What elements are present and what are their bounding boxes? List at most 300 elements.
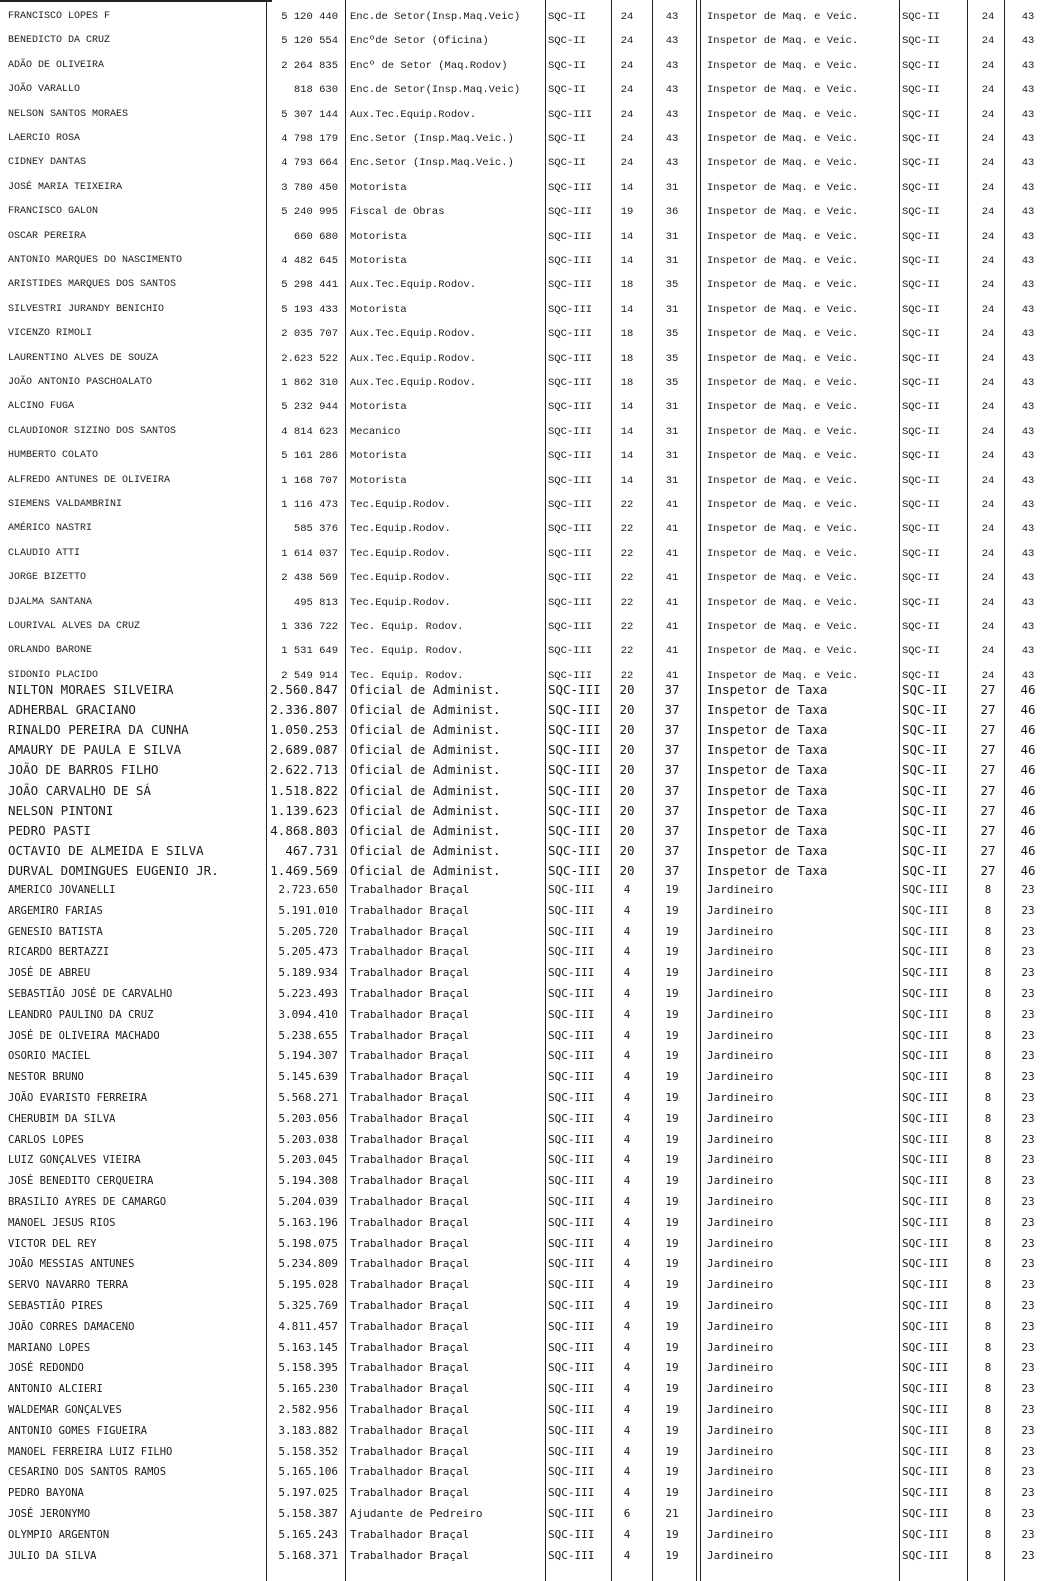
employee-name: JOSÉ DE ABREU	[8, 967, 91, 980]
registration-number: 5.165.243	[278, 1527, 338, 1541]
new-reference: SQC-II	[902, 377, 940, 389]
current-reference: SQC-III	[548, 1361, 595, 1375]
new-position: Jardineiro	[707, 1215, 774, 1229]
employee-name: JOÃO EVARISTO FERREIRA	[8, 1092, 148, 1104]
registration-number: 5.158.352	[278, 1444, 338, 1458]
current-level: 41	[665, 523, 679, 536]
table-row	[0, 518, 1055, 540]
employee-name: JOSÉ JERONYMO	[8, 1508, 91, 1520]
new-reference: SQC-III	[902, 1527, 949, 1541]
current-level: 19	[665, 1049, 679, 1063]
registration-number: 5.205.473	[278, 945, 338, 959]
registration-number: 5.203.056	[278, 1111, 338, 1125]
new-level: 23	[1021, 1007, 1035, 1021]
current-level: 35	[665, 279, 679, 292]
new-reference: SQC-II	[902, 35, 940, 48]
employee-name: NELSON SANTOS MORAES	[8, 108, 129, 120]
employee-name: ADÃO DE OLIVEIRA	[8, 59, 105, 71]
table-row	[0, 445, 1055, 467]
registration-number: 5.165.230	[278, 1382, 338, 1396]
new-position: Jardineiro	[707, 1153, 774, 1167]
new-grade: 8	[984, 1215, 992, 1229]
employee-name: JOSÉ REDONDO	[8, 1362, 84, 1375]
new-grade: 24	[981, 401, 995, 414]
new-grade: 8	[984, 1465, 992, 1479]
table-row	[0, 941, 1055, 963]
current-grade: 19	[620, 206, 634, 219]
new-level: 23	[1021, 1340, 1035, 1354]
registration-number: 4 793 664	[281, 157, 338, 170]
current-grade: 4	[623, 1382, 631, 1396]
current-grade: 14	[620, 303, 634, 316]
new-reference: SQC-II	[902, 181, 940, 194]
employee-name: MANOEL JESUS RIOS	[8, 1216, 116, 1229]
registration-number: 2.723.650	[278, 883, 338, 896]
registration-number: 495 813	[293, 596, 338, 609]
current-level: 19	[665, 883, 679, 896]
table-row	[0, 543, 1055, 565]
registration-number: 5.163.196	[278, 1215, 338, 1229]
current-reference: SQC-III	[548, 1215, 595, 1229]
registration-number: 5.194.307	[278, 1049, 338, 1063]
new-grade: 24	[981, 523, 995, 536]
current-grade: 24	[620, 157, 634, 170]
current-reference: SQC-III	[548, 782, 601, 798]
employee-name: NELSON PINTONI	[8, 802, 114, 818]
current-position: Motorista	[350, 474, 407, 487]
current-position: Tec. Equip. Rodov.	[350, 645, 464, 658]
new-position: Jardineiro	[707, 1340, 774, 1354]
current-grade: 20	[619, 782, 635, 798]
current-grade: 4	[623, 1278, 631, 1292]
table-row	[0, 348, 1055, 370]
current-position: Trabalhador Braçal	[350, 966, 470, 980]
current-position: Trabalhador Braçal	[350, 1340, 470, 1354]
current-grade: 4	[623, 966, 631, 980]
current-reference: SQC-III	[548, 1319, 595, 1333]
current-position: Motorista	[350, 303, 407, 316]
new-reference: SQC-II	[902, 59, 940, 72]
new-reference: SQC-II	[902, 255, 940, 267]
current-level: 19	[665, 987, 679, 1000]
new-level: 23	[1021, 945, 1035, 959]
employee-name: PEDRO BAYONA	[8, 1487, 84, 1500]
current-position: Aux.Tec.Equip.Rodov.	[350, 279, 477, 292]
new-reference: SQC-II	[902, 722, 948, 738]
new-grade: 8	[984, 1236, 992, 1250]
new-position: Jardineiro	[707, 1195, 774, 1208]
current-reference: SQC-II	[548, 35, 586, 48]
current-level: 37	[664, 862, 680, 878]
new-level: 23	[1021, 1070, 1035, 1084]
new-position: Jardineiro	[707, 1403, 774, 1416]
current-position: Tec.Equip.Rodov.	[350, 596, 451, 609]
employee-name: PEDRO PASTI	[8, 822, 91, 838]
current-grade: 20	[619, 682, 635, 697]
table-row	[0, 900, 1055, 922]
current-grade: 4	[623, 1486, 631, 1500]
employee-name: GENESIO BATISTA	[8, 925, 103, 938]
current-level: 19	[665, 1361, 679, 1375]
employee-name: RINALDO PEREIRA DA CUNHA	[8, 722, 189, 738]
employee-name: AMÉRICO NASTRI	[8, 523, 93, 535]
employee-name: LOURIVAL ALVES DA CRUZ	[8, 621, 141, 632]
employee-name: SIEMENS VALDAMBRINI	[8, 499, 123, 510]
employee-name: LAERCIO ROSA	[8, 133, 81, 144]
current-level: 43	[665, 11, 679, 23]
table-row	[0, 780, 1055, 802]
current-grade: 6	[623, 1507, 631, 1520]
current-grade: 24	[620, 108, 634, 121]
new-reference: SQC-III	[902, 1444, 949, 1458]
employee-name: JOÃO DE BARROS FILHO	[8, 762, 159, 778]
new-reference: SQC-III	[902, 1070, 949, 1084]
new-grade: 8	[984, 1423, 992, 1437]
top-rule	[0, 0, 272, 2]
new-position: Inspetor de Maq. e Veic.	[707, 596, 859, 609]
new-grade: 24	[981, 328, 995, 341]
current-reference: SQC-III	[548, 1028, 595, 1042]
current-position: Trabalhador Braçal	[350, 903, 470, 917]
current-position: Trabalhador Braçal	[350, 1444, 470, 1458]
current-position: Trabalhador Braçal	[350, 1299, 470, 1312]
current-level: 19	[665, 924, 679, 938]
table-row	[0, 226, 1055, 248]
current-grade: 4	[623, 1299, 631, 1312]
new-grade: 24	[981, 230, 995, 243]
new-level: 43	[1021, 572, 1035, 585]
employee-name: JOÃO CORRES DAMACENO	[8, 1320, 135, 1333]
current-position: Trabalhador Braçal	[350, 1403, 470, 1416]
current-grade: 20	[619, 742, 635, 758]
new-reference: SQC-III	[902, 1465, 949, 1479]
new-grade: 8	[984, 987, 992, 1000]
new-position: Inspetor de Maq. e Veic.	[707, 645, 859, 658]
new-position: Inspetor de Maq. e Veic.	[707, 303, 859, 316]
new-position: Inspetor de Maq. e Veic.	[707, 523, 859, 536]
new-level: 46	[1020, 782, 1036, 798]
new-reference: SQC-III	[902, 1215, 949, 1229]
new-level: 23	[1021, 1111, 1035, 1125]
employee-name: VICTOR DEL REY	[8, 1237, 97, 1250]
new-position: Jardineiro	[707, 924, 774, 938]
table-row	[0, 1357, 1055, 1379]
current-level: 31	[665, 230, 679, 243]
new-level: 23	[1021, 1486, 1035, 1500]
new-reference: SQC-III	[902, 1299, 949, 1312]
current-level: 19	[665, 1444, 679, 1458]
new-level: 23	[1021, 1527, 1035, 1541]
current-level: 19	[665, 1382, 679, 1396]
table-row	[0, 1316, 1055, 1338]
table-row	[0, 983, 1055, 1005]
current-grade: 4	[623, 1049, 631, 1063]
current-position: Motorista	[350, 181, 407, 194]
current-level: 19	[665, 966, 679, 980]
current-grade: 20	[619, 862, 635, 878]
registration-number: 1 862 310	[281, 377, 338, 389]
current-level: 19	[665, 1340, 679, 1354]
new-grade: 24	[981, 669, 995, 682]
table-row	[0, 30, 1055, 52]
new-grade: 8	[984, 1403, 992, 1416]
new-grade: 24	[981, 425, 995, 438]
new-grade: 27	[980, 842, 996, 858]
new-reference: SQC-III	[902, 924, 949, 938]
new-position: Jardineiro	[707, 1486, 774, 1500]
current-level: 19	[665, 1195, 679, 1208]
table-row	[0, 1295, 1055, 1317]
current-level: 19	[665, 1215, 679, 1229]
employee-name: WALDEMAR GONÇALVES	[8, 1404, 122, 1416]
registration-number: 1 614 037	[281, 547, 338, 560]
table-row	[0, 1025, 1055, 1047]
current-level: 35	[665, 328, 679, 341]
new-grade: 8	[984, 1195, 992, 1208]
current-grade: 4	[623, 1111, 631, 1125]
registration-number: 3.183.882	[278, 1423, 338, 1437]
new-level: 43	[1021, 59, 1035, 72]
table-row	[0, 1274, 1055, 1296]
new-level: 43	[1021, 11, 1035, 23]
new-level: 23	[1021, 1382, 1035, 1396]
current-position: Enc.Setor (Insp.Maq.Veic.)	[350, 133, 514, 145]
current-grade: 4	[623, 1091, 631, 1104]
new-reference: SQC-III	[902, 1174, 949, 1188]
table-row	[0, 1212, 1055, 1234]
current-level: 37	[664, 842, 680, 858]
registration-number: 1.518.822	[270, 782, 338, 798]
current-grade: 4	[623, 1028, 631, 1042]
current-level: 19	[665, 1403, 679, 1416]
new-grade: 27	[980, 742, 996, 758]
current-grade: 4	[623, 1403, 631, 1416]
current-level: 35	[665, 377, 679, 389]
new-grade: 24	[981, 84, 995, 97]
current-level: 41	[665, 596, 679, 609]
registration-number: 3.094.410	[278, 1007, 338, 1021]
current-position: Tec.Equip.Rodov.	[350, 572, 451, 585]
current-reference: SQC-III	[548, 1091, 595, 1104]
current-grade: 14	[620, 450, 634, 463]
new-position: Inspetor de Maq. e Veic.	[707, 328, 859, 341]
new-level: 23	[1021, 1236, 1035, 1250]
current-grade: 4	[623, 1007, 631, 1021]
new-position: Inspetor de Maq. e Veic.	[707, 279, 859, 292]
current-reference: SQC-III	[548, 966, 595, 980]
current-reference: SQC-III	[548, 802, 601, 818]
current-reference: SQC-III	[548, 206, 593, 219]
current-grade: 22	[620, 572, 634, 585]
current-reference: SQC-III	[548, 1153, 595, 1167]
new-reference: SQC-II	[902, 645, 940, 658]
current-position: Enc.Setor (Insp.Maq.Veic.)	[350, 157, 514, 170]
current-position: Tec. Equip. Rodov.	[350, 621, 464, 633]
new-grade: 8	[984, 966, 992, 980]
new-level: 23	[1021, 1319, 1035, 1333]
current-reference: SQC-III	[548, 1278, 595, 1292]
new-position: Inspetor de Maq. e Veic.	[707, 84, 859, 97]
new-level: 23	[1021, 1028, 1035, 1042]
registration-number: 467.731	[285, 842, 338, 858]
current-position: Oficial de Administ.	[350, 842, 501, 858]
new-grade: 24	[981, 279, 995, 292]
employee-name: LUIZ GONÇALVES VIEIRA	[8, 1154, 141, 1167]
current-level: 19	[665, 1070, 679, 1084]
current-reference: SQC-III	[548, 1465, 595, 1479]
current-reference: SQC-III	[548, 1236, 595, 1250]
employee-name: ORLANDO BARONE	[8, 645, 93, 657]
current-position: Trabalhador Braçal	[350, 1257, 470, 1271]
registration-number: 5.194.308	[278, 1174, 338, 1188]
new-level: 43	[1021, 108, 1035, 121]
current-level: 41	[665, 547, 679, 560]
employee-name: AMAURY DE PAULA E SILVA	[8, 742, 182, 758]
new-grade: 8	[984, 883, 992, 896]
new-level: 23	[1021, 924, 1035, 938]
new-reference: SQC-III	[902, 1548, 949, 1562]
new-level: 23	[1021, 966, 1035, 980]
current-position: Tec.Equip.Rodov.	[350, 523, 451, 536]
current-reference: SQC-III	[548, 1007, 595, 1021]
current-position: Oficial de Administ.	[350, 702, 501, 718]
current-position: Trabalhador Braçal	[350, 1091, 470, 1104]
new-level: 43	[1021, 401, 1035, 414]
new-grade: 27	[980, 682, 996, 697]
current-level: 19	[665, 1153, 679, 1167]
current-grade: 22	[620, 669, 634, 682]
employee-name: JOÃO VARALLO	[8, 84, 81, 96]
current-level: 19	[665, 1278, 679, 1292]
table-row	[0, 1004, 1055, 1026]
current-position: Motorista	[350, 401, 407, 414]
current-level: 19	[665, 1091, 679, 1104]
new-grade: 24	[981, 645, 995, 658]
current-position: Encºde Setor (Oficina)	[350, 35, 489, 48]
current-position: Trabalhador Braçal	[350, 1382, 470, 1396]
current-level: 41	[665, 669, 679, 682]
employee-name: ANTONIO GOMES FIGUEIRA	[8, 1424, 148, 1437]
table-row	[0, 1545, 1055, 1567]
new-grade: 8	[984, 1174, 992, 1188]
current-reference: SQC-III	[548, 862, 601, 878]
new-grade: 8	[984, 1049, 992, 1063]
new-level: 43	[1021, 255, 1035, 267]
new-grade: 24	[981, 181, 995, 194]
current-level: 37	[664, 722, 680, 738]
current-reference: SQC-III	[548, 1340, 595, 1354]
new-reference: SQC-III	[902, 1132, 949, 1146]
current-reference: SQC-III	[548, 669, 593, 682]
new-reference: SQC-III	[902, 1403, 949, 1416]
new-reference: SQC-II	[902, 782, 948, 798]
new-grade: 24	[981, 35, 995, 48]
current-reference: SQC-III	[548, 1527, 595, 1541]
current-grade: 22	[620, 499, 634, 511]
new-grade: 8	[984, 1361, 992, 1375]
employee-name: CLAUDIONOR SIZINO DOS SANTOS	[8, 425, 177, 437]
new-reference: SQC-III	[902, 1382, 949, 1396]
registration-number: 5.203.038	[278, 1132, 338, 1146]
new-reference: SQC-II	[902, 669, 940, 682]
current-position: Trabalhador Braçal	[350, 1319, 470, 1333]
current-position: Ajudante de Pedreiro	[350, 1507, 483, 1520]
table-row	[0, 470, 1055, 492]
current-level: 43	[665, 108, 679, 121]
employee-name: JOÃO ANTONIO PASCHOALATO	[8, 377, 153, 388]
current-grade: 4	[623, 903, 631, 917]
current-level: 31	[665, 425, 679, 438]
new-grade: 27	[980, 722, 996, 738]
current-grade: 24	[620, 84, 634, 97]
current-level: 37	[664, 702, 680, 718]
current-reference: SQC-III	[548, 883, 595, 896]
new-reference: SQC-II	[902, 572, 940, 585]
new-reference: SQC-III	[902, 1340, 949, 1354]
current-position: Trabalhador Braçal	[350, 1548, 470, 1562]
current-position: Aux.Tec.Equip.Rodov.	[350, 108, 477, 121]
current-grade: 14	[620, 474, 634, 487]
new-grade: 24	[981, 377, 995, 389]
current-grade: 14	[620, 401, 634, 414]
employee-name: CESARINO DOS SANTOS RAMOS	[8, 1466, 167, 1479]
new-position: Jardineiro	[707, 903, 774, 917]
current-position: Tec.Equip.Rodov.	[350, 547, 451, 560]
new-reference: SQC-II	[902, 328, 940, 341]
employee-name: FRANCISCO GALON	[8, 206, 99, 218]
new-level: 43	[1021, 596, 1035, 609]
new-position: Jardineiro	[707, 1299, 774, 1312]
registration-number: 5.223.493	[278, 987, 338, 1000]
new-reference: SQC-II	[902, 842, 948, 858]
new-level: 46	[1020, 862, 1036, 878]
new-level: 43	[1021, 499, 1035, 511]
new-reference: SQC-II	[902, 108, 940, 121]
current-position: Trabalhador Braçal	[350, 1174, 470, 1188]
current-position: Oficial de Administ.	[350, 722, 501, 738]
current-position: Trabalhador Braçal	[350, 883, 470, 896]
table-row	[0, 567, 1055, 589]
current-reference: SQC-III	[548, 181, 593, 194]
table-row	[0, 592, 1055, 614]
registration-number: 5.234.809	[278, 1257, 338, 1271]
new-position: Jardineiro	[707, 987, 774, 1000]
registration-number: 5.158.387	[278, 1507, 338, 1520]
employee-name: ANTONIO ALCIERI	[8, 1383, 103, 1396]
table-row	[0, 1337, 1055, 1359]
new-position: Inspetor de Maq. e Veic.	[707, 547, 859, 560]
new-grade: 8	[984, 1548, 992, 1562]
current-position: Oficial de Administ.	[350, 762, 501, 778]
new-grade: 24	[981, 255, 995, 267]
new-position: Inspetor de Maq. e Veic.	[707, 474, 859, 487]
current-grade: 20	[619, 822, 635, 838]
new-position: Inspetor de Maq. e Veic.	[707, 181, 859, 194]
current-position: Oficial de Administ.	[350, 822, 501, 838]
current-position: Trabalhador Braçal	[350, 1215, 470, 1229]
new-grade: 27	[980, 822, 996, 838]
new-grade: 24	[981, 547, 995, 560]
table-row	[0, 104, 1055, 126]
current-reference: SQC-III	[548, 596, 593, 609]
current-grade: 4	[623, 1215, 631, 1229]
table-row	[0, 1461, 1055, 1483]
new-level: 43	[1021, 133, 1035, 145]
current-level: 43	[665, 133, 679, 145]
current-grade: 4	[623, 1319, 631, 1333]
registration-number: 4 482 645	[281, 255, 338, 267]
new-grade: 24	[981, 474, 995, 487]
